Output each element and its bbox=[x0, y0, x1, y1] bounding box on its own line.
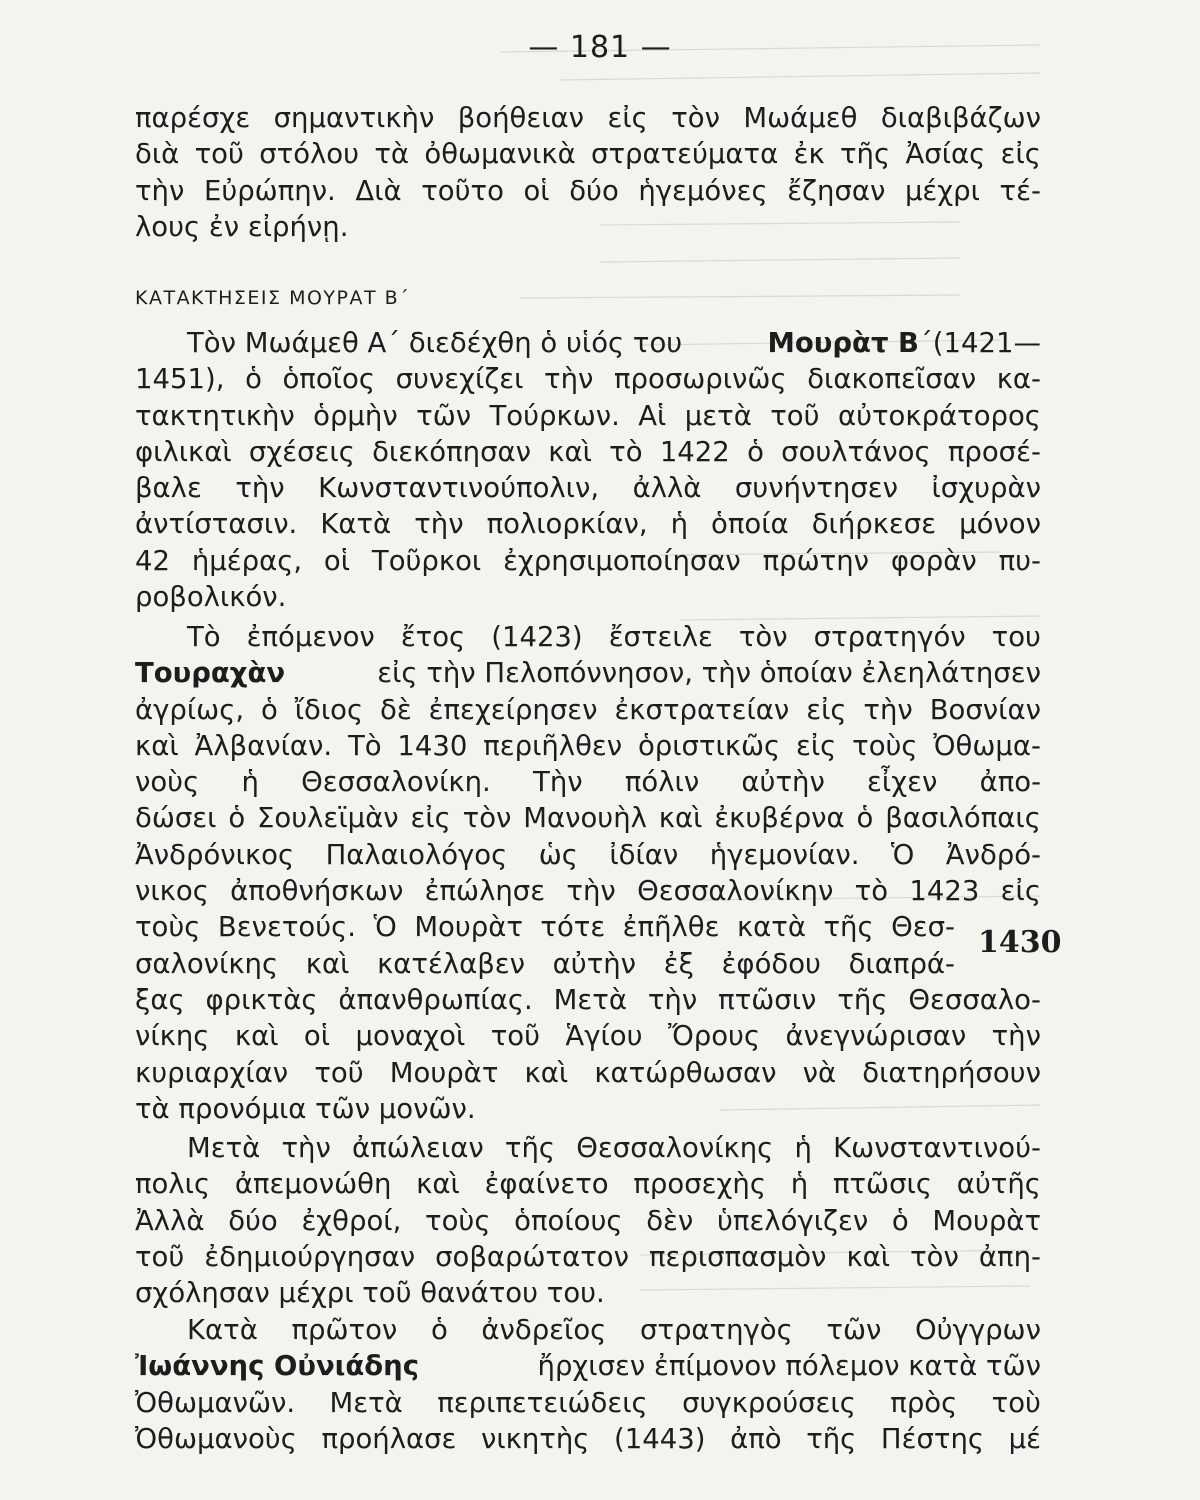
text-run: ΄(1421— bbox=[919, 327, 1041, 359]
word: ὁ bbox=[856, 802, 874, 835]
text-line bbox=[135, 1385, 1041, 1421]
paragraph-5 bbox=[135, 1312, 1041, 1457]
word: ἡ bbox=[241, 766, 259, 799]
text-line bbox=[135, 1055, 1041, 1091]
word: τὰ bbox=[374, 138, 410, 171]
word: τοὺς bbox=[425, 1204, 491, 1237]
paragraph-2 bbox=[135, 325, 1041, 615]
text-line bbox=[135, 655, 1041, 691]
word: 1430 bbox=[397, 729, 468, 762]
word: δὲν bbox=[646, 1204, 694, 1237]
word: τοῦ bbox=[314, 1056, 364, 1089]
text-line bbox=[135, 506, 1041, 542]
word: Μετὰ bbox=[553, 983, 627, 1016]
word: μέ bbox=[1008, 1422, 1041, 1455]
word: στρατηγόν bbox=[813, 621, 966, 653]
word: δύο bbox=[228, 1204, 278, 1237]
word: Ὁ bbox=[890, 838, 915, 871]
word: Τοῦρκοι bbox=[371, 544, 482, 577]
word: οἱ bbox=[323, 544, 351, 577]
word: φιλικαὶ bbox=[135, 435, 232, 468]
word: εἰς bbox=[806, 693, 847, 726]
word: Θεσσαλονίκη. bbox=[301, 766, 491, 799]
word: τῆς bbox=[806, 1422, 857, 1455]
text-line: σχόλησαν μέχρι τοῦ θανάτου του. bbox=[135, 1277, 605, 1310]
word: διακοπεῖσαν bbox=[807, 363, 977, 396]
word: τὸν bbox=[910, 1240, 959, 1273]
text-line bbox=[135, 543, 1041, 579]
word: Θεσ- bbox=[891, 911, 955, 944]
word: τὴν bbox=[281, 1132, 331, 1164]
word: κα- bbox=[996, 363, 1041, 396]
word: κυριαρχίαν bbox=[135, 1056, 289, 1089]
word: τοῦτο bbox=[421, 174, 504, 207]
word: στρατεύματα bbox=[591, 138, 779, 171]
text-line bbox=[135, 1203, 1041, 1239]
word: οἱ bbox=[523, 174, 550, 207]
word: ἀγρίως, bbox=[135, 693, 245, 726]
word: ἐξ bbox=[663, 947, 694, 980]
word: μέχρι bbox=[904, 174, 980, 207]
word: τὸν bbox=[462, 802, 512, 835]
text-line bbox=[135, 1018, 1041, 1054]
word: νικος bbox=[135, 875, 209, 908]
word: ὁποίους bbox=[514, 1204, 623, 1237]
word: ὡς bbox=[538, 838, 578, 871]
word: ἡγεμονίαν. bbox=[709, 838, 860, 871]
word: αὐτοκράτορος bbox=[837, 399, 1041, 432]
word: παρέσχε bbox=[135, 102, 251, 134]
word: Οὐγγρων bbox=[914, 1314, 1041, 1346]
word: καὶ bbox=[305, 947, 350, 980]
word: ὁ bbox=[430, 1314, 448, 1346]
word: Βενετούς. bbox=[217, 911, 357, 944]
word: φρικτὰς bbox=[205, 983, 318, 1016]
text-line bbox=[135, 136, 1041, 172]
word: Μουρὰτ bbox=[389, 1056, 499, 1089]
word: τῶν bbox=[826, 1314, 882, 1346]
text-line bbox=[135, 873, 1041, 909]
text-run: ἤρχισεν ἐπίμονον πόλεμον κατὰ τῶν bbox=[537, 1350, 1041, 1383]
word: εἰς bbox=[796, 729, 837, 762]
bold-name: Μουρὰτ Β bbox=[767, 327, 920, 359]
word: Ὄρους bbox=[667, 1020, 761, 1053]
text-line bbox=[135, 361, 1041, 397]
word: συνεχίζει bbox=[395, 363, 524, 396]
word: τοῦ bbox=[770, 399, 820, 432]
word: ὁριστικῶς bbox=[637, 729, 781, 762]
word: πολιορκίαν, bbox=[486, 508, 648, 541]
word: ἀνεγνώρισαν bbox=[785, 1020, 967, 1053]
word: ὁ bbox=[891, 1204, 909, 1237]
word: τοῦ bbox=[194, 138, 244, 171]
word: στόλου bbox=[259, 138, 360, 171]
word: εἶχεν bbox=[867, 766, 938, 799]
word: προσωρινῶς bbox=[614, 363, 787, 396]
word: τὴν bbox=[414, 508, 464, 541]
word: μοναχοὶ bbox=[355, 1020, 466, 1053]
word: Θεσσαλονίκης bbox=[576, 1132, 774, 1164]
word: διὰ bbox=[135, 138, 180, 171]
word: τὸν bbox=[671, 102, 720, 134]
text-run bbox=[768, 325, 1041, 361]
word: δύο bbox=[569, 174, 619, 207]
word: 1422 bbox=[659, 435, 730, 468]
text-line: λους ἐν εἰρήνῃ. bbox=[135, 210, 349, 243]
word: προήλασε bbox=[321, 1422, 457, 1455]
word: νικητὴς bbox=[481, 1422, 590, 1455]
word: ἡμέρας, bbox=[191, 544, 303, 577]
text-line bbox=[135, 692, 1041, 728]
word: πρώτην bbox=[762, 544, 870, 577]
word: Τὴν bbox=[533, 766, 583, 799]
word: ἀπώλειαν bbox=[352, 1132, 484, 1164]
word: ἀπεμονώθη bbox=[234, 1168, 392, 1201]
word: νίκης bbox=[135, 1020, 210, 1053]
word: κατὰ bbox=[736, 911, 806, 944]
word: ἐκστρατείαν bbox=[614, 693, 790, 726]
word: εἰς bbox=[607, 102, 648, 134]
word: ἡ bbox=[794, 1132, 812, 1164]
word: ἐφόδου bbox=[721, 947, 821, 980]
word: ξας bbox=[135, 983, 185, 1016]
word: ὁ bbox=[228, 802, 246, 835]
word: ἐκ bbox=[793, 138, 825, 171]
word: Ὀθωμανοὺς bbox=[135, 1422, 297, 1455]
word: ἀπὸ bbox=[730, 1422, 782, 1455]
word: καὶ bbox=[135, 729, 179, 762]
word: πόλιν bbox=[624, 766, 700, 799]
word: Κατὰ bbox=[187, 1314, 258, 1346]
word: Θεσσαλο- bbox=[908, 983, 1041, 1016]
text-line bbox=[135, 946, 955, 982]
text-line bbox=[135, 100, 1041, 136]
word: τέ- bbox=[999, 174, 1041, 207]
word: Μανουὴλ bbox=[523, 802, 647, 835]
word: αὐτὴν bbox=[741, 766, 825, 799]
word: διατηρήσουν bbox=[862, 1056, 1041, 1089]
text-line bbox=[135, 325, 1041, 361]
word: τῶν bbox=[416, 399, 472, 432]
word: τὸν bbox=[738, 621, 788, 653]
word: Μουρὰτ bbox=[414, 911, 523, 944]
word: ἀνδρεῖος bbox=[481, 1314, 607, 1346]
word: Ἀσίας bbox=[905, 138, 986, 171]
paragraph-1 bbox=[135, 100, 1041, 245]
text-line bbox=[135, 1348, 1041, 1384]
text-line bbox=[135, 470, 1041, 506]
word: ἴδιος bbox=[294, 693, 364, 726]
word: Μετὰ bbox=[329, 1386, 403, 1419]
word: δώσει bbox=[135, 802, 217, 835]
word: Ἀλβανίαν. bbox=[194, 729, 333, 762]
word: τακτητικὴν bbox=[135, 399, 295, 432]
word: τοὺς bbox=[852, 729, 918, 762]
word: τὴν bbox=[235, 472, 285, 505]
word: Ἁγίου bbox=[565, 1020, 643, 1053]
word: Μετὰ bbox=[187, 1132, 261, 1164]
word: τοὺς bbox=[135, 911, 201, 944]
word: Ὀθωμα- bbox=[933, 729, 1041, 762]
word: καὶ bbox=[548, 435, 592, 468]
word: Τὸ bbox=[187, 621, 221, 653]
word: Αἱ bbox=[638, 399, 667, 432]
word: 1451), bbox=[135, 363, 225, 396]
word: μόνον bbox=[959, 508, 1041, 541]
text-line bbox=[135, 1421, 1041, 1457]
word: 1423 bbox=[909, 875, 980, 908]
word: καὶ bbox=[658, 802, 703, 835]
word: προσεχὴς bbox=[633, 1168, 766, 1201]
word: πτῶσιν bbox=[718, 983, 817, 1016]
word: ὁποῖος bbox=[282, 363, 375, 396]
text-line bbox=[135, 1239, 1041, 1275]
word: ἐκυβέρνα bbox=[714, 802, 845, 835]
word: εἰς bbox=[1000, 138, 1041, 171]
section-heading: ΚΑΤΑΚΤΗΣΕΙΣ ΜΟΥΡΑΤ Β΄ bbox=[135, 287, 411, 309]
word: Τούρκων. bbox=[489, 399, 620, 432]
word: τὸ bbox=[854, 875, 889, 908]
word: Σουλεϊμὰν bbox=[257, 802, 399, 835]
word: πρῶτον bbox=[291, 1314, 398, 1346]
page-number: — 181 — bbox=[528, 30, 672, 65]
word: συγκρούσεις bbox=[682, 1386, 856, 1419]
word: Μουρὰτ bbox=[932, 1204, 1041, 1237]
word: τὴν bbox=[991, 1020, 1041, 1053]
word: τῆς bbox=[837, 983, 888, 1016]
word: στρατηγὸς bbox=[639, 1314, 793, 1346]
word: πυ- bbox=[998, 544, 1041, 577]
word: ὁ bbox=[260, 693, 278, 726]
word: διήρκεσε bbox=[811, 508, 937, 541]
word: ἐπεχείρησεν bbox=[428, 693, 598, 726]
word: Ὀθωμανῶν. bbox=[135, 1386, 296, 1419]
word: ἀλλὰ bbox=[632, 472, 702, 505]
word: Εὐρώπην. bbox=[203, 174, 336, 207]
word: τὴν bbox=[544, 363, 594, 396]
word: Τὸ bbox=[347, 729, 382, 762]
word: ἔτος bbox=[400, 621, 466, 653]
word: 42 bbox=[135, 544, 170, 577]
word: Διὰ bbox=[355, 174, 402, 207]
text-line bbox=[135, 1130, 1041, 1166]
word: αὐτῆς bbox=[956, 1168, 1041, 1201]
word: τὴν bbox=[863, 693, 913, 726]
word: τῆς bbox=[839, 138, 891, 171]
word: σημαντικὴν bbox=[273, 102, 435, 134]
text-line bbox=[135, 398, 1041, 434]
word: πρὸς bbox=[890, 1386, 958, 1419]
word: σαλονίκης bbox=[135, 947, 279, 980]
word: ἡ bbox=[670, 508, 689, 541]
word: περισπασμὸν bbox=[648, 1240, 827, 1273]
text-run: Τὸν Μωάμεθ Α΄ διεδέχθη ὁ υἱός του bbox=[187, 327, 683, 359]
word: φορὰν bbox=[890, 544, 977, 577]
word: νοὺς bbox=[135, 766, 200, 799]
word: ἐχθροί, bbox=[301, 1204, 402, 1237]
word: περιπετειώδεις bbox=[437, 1386, 648, 1419]
word: δὲ bbox=[380, 693, 412, 726]
word: κατώρθωσαν bbox=[594, 1056, 777, 1089]
word: οἱ bbox=[303, 1020, 331, 1053]
word: Ὁ bbox=[373, 911, 397, 944]
word: Κατὰ bbox=[320, 508, 392, 541]
word: ἐπῆλθε bbox=[622, 911, 720, 944]
word: βασιλόπαις bbox=[885, 802, 1041, 835]
word: τοῦ bbox=[490, 1020, 540, 1053]
word: τὸ bbox=[609, 435, 643, 468]
word: κατέλαβεν bbox=[377, 947, 525, 980]
word: πολις bbox=[135, 1168, 211, 1201]
word: ὁποία bbox=[711, 508, 789, 541]
word: ἰδίαν bbox=[609, 838, 679, 871]
text-line bbox=[135, 434, 1041, 470]
word: ἐπώλησε bbox=[424, 875, 546, 908]
word: ἔστειλε bbox=[608, 621, 713, 653]
word: αὐτὴν bbox=[552, 947, 637, 980]
word: εἰς bbox=[1000, 875, 1041, 908]
text-line bbox=[135, 837, 1041, 873]
word: σχέσεις bbox=[248, 435, 355, 468]
word: περιῆλθεν bbox=[483, 729, 623, 762]
word: βαλε bbox=[135, 472, 202, 505]
word: σουλτάνος bbox=[781, 435, 931, 468]
word: βοήθειαν bbox=[457, 102, 585, 134]
text-run: εἰς τὴν Πελοπόννησον, τὴν ὁποίαν ἐλεηλάτησεν bbox=[377, 657, 1041, 690]
text-line bbox=[135, 982, 1041, 1018]
word: τῆς bbox=[823, 911, 874, 944]
word: σοβαρώτατον bbox=[435, 1240, 629, 1273]
word: εἰς bbox=[410, 802, 451, 835]
word: ἐδημιούργησαν bbox=[204, 1240, 416, 1273]
text-line bbox=[135, 173, 1041, 209]
word: νὰ bbox=[802, 1056, 837, 1089]
word: καὶ bbox=[416, 1168, 460, 1201]
word: ἀπανθρωπίας. bbox=[338, 983, 533, 1016]
word: ἐπόμενον bbox=[246, 621, 375, 653]
bold-name: Τουραχὰν bbox=[135, 657, 286, 690]
word: ὁρμὴν bbox=[313, 399, 398, 432]
word: διαβιβάζων bbox=[880, 102, 1041, 134]
word: ἔζησαν bbox=[787, 174, 886, 207]
word: Βοσνίαν bbox=[929, 693, 1041, 726]
paragraph-4 bbox=[135, 1130, 1041, 1311]
word: μετὰ bbox=[684, 399, 752, 432]
word: ὁ bbox=[747, 435, 764, 468]
word: Κωνσταντινούπολιν, bbox=[318, 472, 600, 505]
word: (1423) bbox=[491, 621, 583, 653]
paragraph-3 bbox=[135, 619, 1041, 1127]
word: τὴν bbox=[566, 875, 616, 908]
word: τοὺ bbox=[991, 1386, 1041, 1419]
margin-year-note: 1430 bbox=[978, 925, 1062, 960]
word: (1443) bbox=[614, 1422, 706, 1455]
word: τοῦ bbox=[135, 1240, 185, 1273]
word: του bbox=[991, 621, 1041, 653]
text-line bbox=[135, 619, 1041, 655]
word: ὀθωμανικὰ bbox=[424, 138, 576, 171]
word: ἐχρησιμοποίησαν bbox=[503, 544, 741, 577]
word: τῆς bbox=[504, 1132, 556, 1164]
word: τὴν bbox=[135, 174, 185, 207]
word: Θεσσαλονίκην bbox=[637, 875, 834, 908]
word: διεκόπησαν bbox=[372, 435, 532, 468]
text-line: ροβολικόν. bbox=[135, 581, 287, 614]
word: ἀπη- bbox=[978, 1240, 1041, 1273]
word: Κωνσταντινού- bbox=[833, 1132, 1041, 1164]
word: καὶ bbox=[234, 1020, 279, 1053]
word: ἀντίστασιν. bbox=[135, 508, 298, 541]
word: Μωάμεθ bbox=[743, 102, 858, 134]
word: συνήντησεν bbox=[734, 472, 898, 505]
word: ἡγεμόνες bbox=[638, 174, 768, 207]
word: Ἀλλὰ bbox=[135, 1204, 205, 1237]
word: καὶ bbox=[524, 1056, 569, 1089]
text-line bbox=[135, 728, 1041, 764]
text-line bbox=[135, 1166, 1041, 1202]
word: ὑπελόγιζεν bbox=[716, 1204, 869, 1237]
text-line bbox=[135, 800, 1041, 836]
word: Παλαιολόγος bbox=[325, 838, 508, 871]
bold-name: Ἰωάννης Οὐνιάδης bbox=[135, 1350, 420, 1383]
word: ὁ bbox=[245, 363, 262, 396]
word: διαπρά- bbox=[848, 947, 955, 980]
word: προσέ- bbox=[947, 435, 1041, 468]
word: ἡ bbox=[790, 1168, 809, 1201]
word: πτῶσις bbox=[832, 1168, 932, 1201]
text-line: τὰ προνόμια τῶν μονῶν. bbox=[135, 1092, 476, 1125]
word: ἰσχυρὰν bbox=[931, 472, 1041, 505]
word: ἐφαίνετο bbox=[484, 1168, 609, 1201]
word: ἀπο- bbox=[979, 766, 1041, 799]
word: τότε bbox=[540, 911, 606, 944]
word: τὴν bbox=[647, 983, 698, 1016]
word: Ἀνδρό- bbox=[945, 838, 1041, 871]
text-line bbox=[135, 764, 1041, 800]
text-line bbox=[135, 909, 955, 945]
text-line bbox=[135, 1312, 1041, 1348]
word: ἀποθνήσκων bbox=[230, 875, 404, 908]
word: Πέστης bbox=[880, 1422, 985, 1455]
word: καὶ bbox=[846, 1240, 891, 1273]
word: Ἀνδρόνικος bbox=[135, 838, 295, 871]
